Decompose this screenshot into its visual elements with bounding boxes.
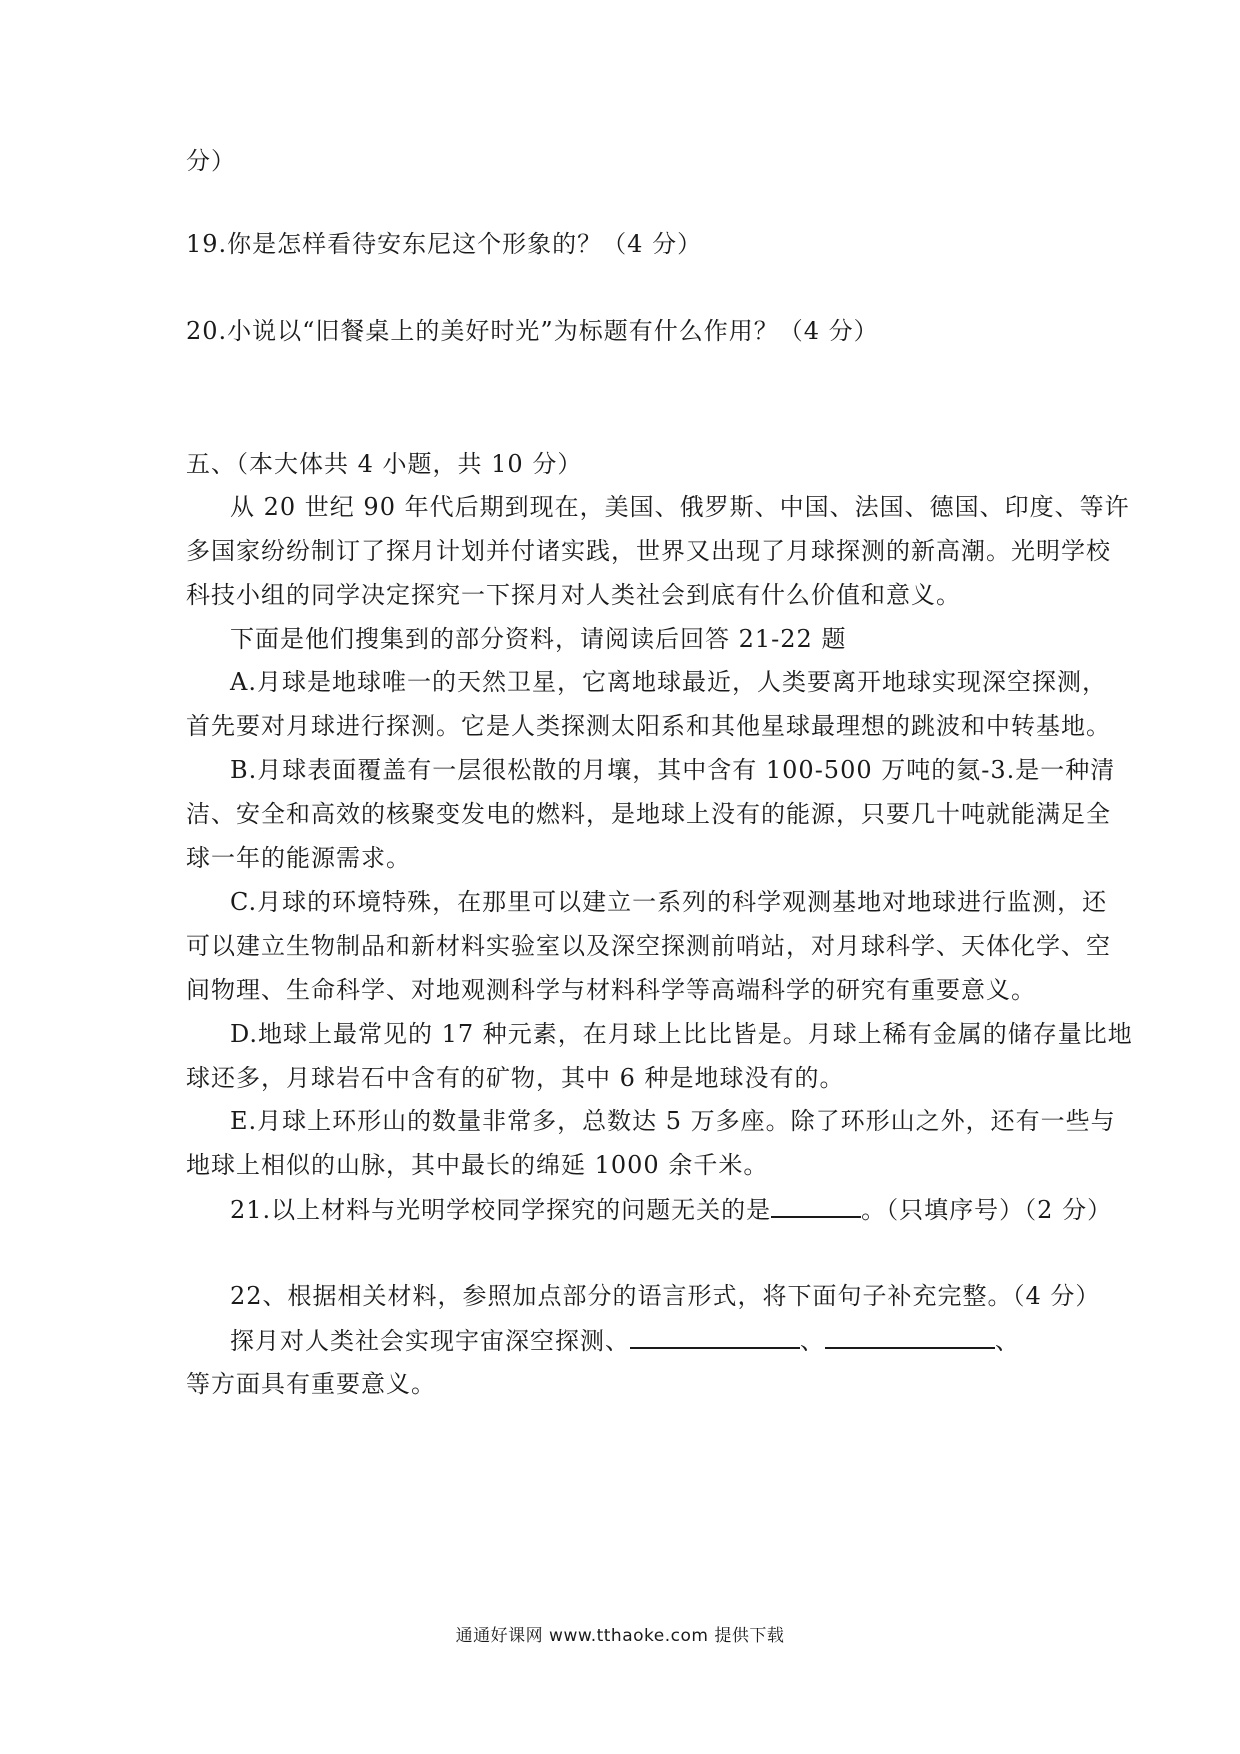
material-d-line-1: D.地球上最常见的 17 种元素，在月球上比比皆是。月球上稀有金属的储存量比地 — [230, 1020, 1133, 1048]
material-a-line-2: 首先要对月球进行探测。它是人类探测太阳系和其他星球最理想的跳波和中转基地。 — [186, 712, 1111, 740]
material-e-line-1: E.月球上环形山的数量非常多，总数达 5 万多座。除了环形山之外，还有一些与 — [230, 1107, 1116, 1135]
material-b-line-2: 洁、安全和高效的核聚变发电的燃料，是地球上没有的能源，只要几十吨就能满足全 — [186, 800, 1111, 828]
intro-line-2: 多国家纷纷制订了探月计划并付诸实践，世界又出现了月球探测的新高潮。光明学校 — [186, 537, 1111, 565]
materials-lead: 下面是他们搜集到的部分资料，请阅读后回答 21-22 题 — [230, 625, 847, 653]
question-21-text: 21.以上材料与光明学校同学探究的问题无关的是 — [230, 1196, 772, 1224]
intro-line-3: 科技小组的同学决定探究一下探月对人类社会到底有什么价值和意义。 — [186, 581, 961, 609]
material-b-line-3: 球一年的能源需求。 — [186, 844, 411, 872]
material-c-line-3: 间物理、生命科学、对地观测科学与材料科学等高端科学的研究有重要意义。 — [186, 976, 1036, 1004]
material-d-line-2: 球还多，月球岩石中含有的矿物，其中 6 种是地球没有的。 — [186, 1064, 845, 1092]
question-21-suffix: 。（只填序号）（2 分） — [861, 1196, 1113, 1224]
question-22-separator: 、 — [800, 1327, 825, 1355]
question-22-line-end: 、 — [995, 1327, 1020, 1355]
material-c-line-2: 可以建立生物制品和新材料实验室以及深空探测前哨站，对月球科学、天体化学、空 — [186, 932, 1111, 960]
material-b-line-1: B.月球表面覆盖有一层很松散的月壤，其中含有 100-500 万吨的氦-3.是一种清 — [230, 756, 1116, 784]
question-21 — [230, 1194, 1112, 1225]
question-21-answer-blank[interactable] — [771, 1194, 861, 1218]
question-22-prompt: 22、根据相关材料，参照加点部分的语言形式，将下面句子补充完整。（4 分） — [230, 1282, 1101, 1310]
material-e-line-2: 地球上相似的山脉，其中最长的绵延 1000 余千米。 — [186, 1151, 769, 1179]
question-20: 20.小说以“旧餐桌上的美好时光”为标题有什么作用？（4 分） — [186, 317, 879, 345]
material-a-line-1: A.月球是地球唯一的天然卫星，它离地球最近，人类要离开地球实现深空探测， — [230, 668, 1107, 696]
question-22-fill-text: 探月对人类社会实现宇宙深空探测、 — [230, 1327, 630, 1355]
question-22-answer-blank-2[interactable] — [825, 1325, 995, 1349]
previous-question-fragment: 分） — [186, 147, 236, 175]
material-c-line-1: C.月球的环境特殊，在那里可以建立一系列的科学观测基地对地球进行监测，还 — [230, 888, 1108, 916]
question-22-answer-blank-1[interactable] — [630, 1325, 800, 1349]
section-5-heading: 五、（本大体共 4 小题，共 10 分） — [186, 450, 583, 478]
question-19: 19.你是怎样看待安东尼这个形象的？（4 分） — [186, 230, 703, 258]
question-22-last-line: 等方面具有重要意义。 — [186, 1370, 436, 1398]
question-22-fill-line — [230, 1325, 1020, 1356]
footer-credit: 通通好课网 www.tthaoke.com 提供下载 — [455, 1626, 785, 1646]
intro-line-1: 从 20 世纪 90 年代后期到现在，美国、俄罗斯、中国、法国、德国、印度、等许 — [230, 493, 1130, 521]
